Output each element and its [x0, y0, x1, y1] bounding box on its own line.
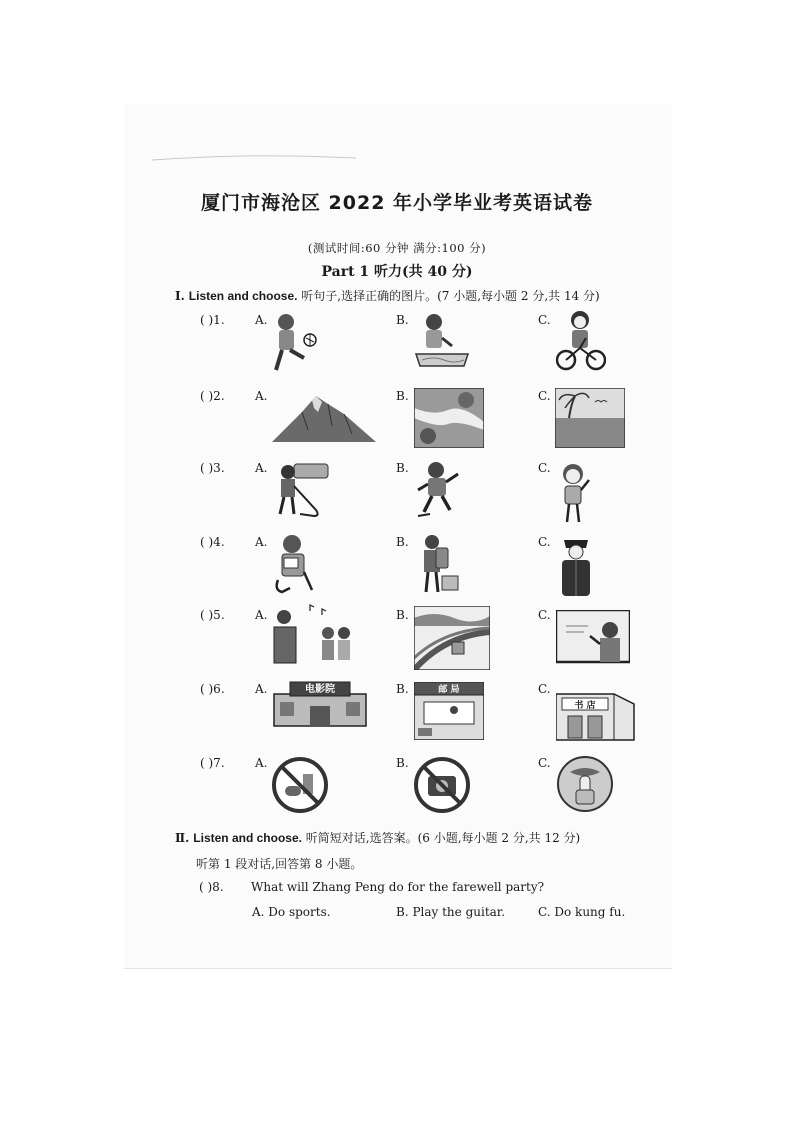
sheet-edge: [124, 968, 672, 969]
girl-in-sandbox-picture: [414, 310, 472, 372]
question-6-label: ( )6.: [200, 682, 225, 696]
bookstore-sign: 书 店: [574, 701, 596, 711]
q1-option-c[interactable]: C.: [538, 313, 551, 327]
section-1-english: Listen and choose.: [188, 289, 298, 303]
q8-choice-c[interactable]: C. Do kung fu.: [538, 905, 626, 919]
q6-option-b[interactable]: B.: [396, 682, 409, 696]
exam-title: 厦门市海沧区 2022 年小学毕业考英语试卷: [200, 192, 594, 214]
post-office-picture: [414, 682, 484, 740]
post-office-sign: 邮 局: [438, 685, 460, 695]
q8-choice-b[interactable]: B. Play the guitar.: [396, 905, 506, 919]
piano-and-children-picture: [270, 603, 358, 669]
cinema-sign: 电影院: [305, 684, 335, 695]
q7-option-c[interactable]: C.: [538, 756, 551, 770]
section-2-number: Ⅱ.: [175, 831, 190, 845]
q4-option-c[interactable]: C.: [538, 535, 551, 549]
question-3-label: ( )3.: [200, 461, 225, 475]
train-tracks-picture: [414, 606, 490, 670]
part-title: Part 1 听力(共 40 分): [321, 264, 473, 280]
section-2-heading: [175, 829, 580, 846]
q4-option-a[interactable]: A.: [255, 535, 268, 549]
faint-pencil-stroke: [150, 150, 360, 164]
bookstore-picture: [556, 684, 636, 742]
q3-option-c[interactable]: C.: [538, 461, 551, 475]
section-1-instruction: 听句子,选择正确的图片。(7 小题,每小题 2 分,共 14 分): [297, 289, 600, 303]
question-8-text: What will Zhang Peng do for the farewell party?: [251, 880, 545, 894]
police-officer-picture: [556, 532, 596, 596]
q7-option-a[interactable]: A.: [255, 756, 268, 770]
question-1-label: ( )1.: [200, 313, 225, 327]
quiet-sign-picture: [556, 754, 614, 814]
no-photos-sign-picture: [413, 756, 471, 814]
q3-option-a[interactable]: A.: [255, 461, 268, 475]
teacher-at-board-picture: [556, 610, 630, 666]
question-5-label: ( )5.: [200, 608, 225, 622]
girl-waving-picture: [557, 460, 593, 524]
section-2-english: Listen and choose.: [193, 831, 302, 845]
boy-playing-football-picture: [270, 310, 320, 376]
q4-option-b[interactable]: B.: [396, 535, 409, 549]
q5-option-a[interactable]: A.: [255, 608, 268, 622]
cinema-picture: [272, 680, 368, 728]
question-4-label: ( )4.: [200, 535, 225, 549]
q5-option-c[interactable]: C.: [538, 608, 551, 622]
q2-option-c[interactable]: C.: [538, 389, 551, 403]
beach-palm-picture: [555, 388, 625, 448]
boy-skating-picture: [414, 460, 464, 520]
q7-option-b[interactable]: B.: [396, 756, 409, 770]
q2-option-b[interactable]: B.: [396, 389, 409, 403]
question-7-label: ( )7.: [200, 756, 225, 770]
boy-vacuuming-picture: [270, 462, 330, 520]
section-2-instruction: 听简短对话,选答案。(6 小题,每小题 2 分,共 12 分): [301, 831, 581, 845]
q3-option-b[interactable]: B.: [396, 461, 409, 475]
q6-option-c[interactable]: C.: [538, 682, 551, 696]
q8-choice-a[interactable]: A. Do sports.: [252, 905, 331, 919]
q2-option-a[interactable]: A.: [255, 389, 268, 403]
exam-subtitle: (测试时间:60 分钟 满分:100 分): [307, 241, 487, 255]
q1-option-a[interactable]: A.: [255, 313, 268, 327]
section-1-number: Ⅰ.: [175, 289, 185, 303]
mountain-picture: [272, 390, 376, 444]
river-valley-picture: [414, 388, 484, 448]
girl-riding-bike-picture: [556, 308, 606, 374]
traveler-with-suitcase-picture: [414, 532, 464, 596]
man-reading-picture: [270, 532, 318, 596]
section-1-heading: [175, 287, 600, 304]
q1-option-b[interactable]: B.: [396, 313, 409, 327]
question-8-label: ( )8.: [199, 880, 224, 894]
q6-option-a[interactable]: A.: [255, 682, 268, 696]
question-2-label: ( )2.: [200, 389, 225, 403]
dialogue-note: 听第 1 段对话,回答第 8 小题。: [196, 857, 363, 871]
no-eating-sign-picture: [271, 756, 329, 814]
q5-option-b[interactable]: B.: [396, 608, 409, 622]
